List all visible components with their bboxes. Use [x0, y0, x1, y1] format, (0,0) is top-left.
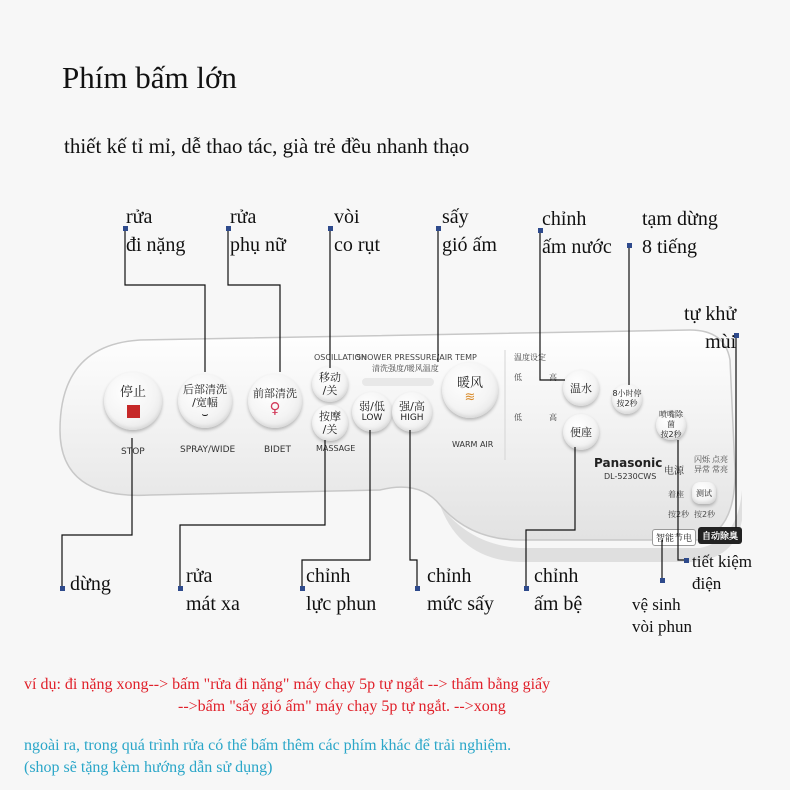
shower-pressure-caption: SHOWER PRESSURE/AIR TEMP — [356, 353, 477, 362]
water-temp-button[interactable] — [563, 370, 599, 406]
callout-warm-air: sấy gió ấm — [442, 206, 497, 256]
normal-label: 常亮 — [712, 465, 728, 474]
high-label-cn: 强/高 — [399, 400, 425, 413]
power-label: 电源 — [664, 466, 684, 477]
extra-note-line-2: (shop sẽ tặng kèm hướng dẫn sử dụng) — [24, 759, 273, 776]
marker-square — [328, 226, 333, 231]
water-temp-label: 温水 — [570, 381, 592, 395]
level-indicator — [362, 378, 434, 386]
spray-icon: ⌣ — [201, 407, 209, 421]
stop-button-label: 停止 — [119, 384, 146, 400]
warm-air-button[interactable] — [442, 362, 498, 418]
callout-massage: rửa mát xa — [186, 565, 240, 615]
spray-wide-button[interactable] — [178, 374, 232, 428]
marker-square — [300, 586, 305, 591]
massage-label-2: /关 — [322, 423, 338, 436]
water-high-label: 高 — [549, 373, 557, 382]
spray-wide-caption: SPRAY/WIDE — [180, 445, 236, 455]
example-note-line-1: ví dụ: đi nặng xong--> bấm "rửa đi nặng" máy chạy 5p tự ngắt --> thấm bằng giấy — [24, 676, 551, 693]
example-note-line-2: -->bấm "sấy gió ấm" máy chạy 5p tự ngắt. -->xong — [178, 698, 506, 715]
stop-button[interactable] — [104, 372, 162, 430]
massage-button[interactable] — [312, 405, 348, 441]
callout-rinse-rear: rửa đi nặng — [126, 206, 186, 256]
oscillation-button[interactable] — [312, 366, 348, 402]
nozzle-clean-button[interactable] — [656, 410, 686, 440]
water-low-label: 低 — [514, 373, 522, 382]
low-label-cn: 弱/低 — [359, 400, 385, 413]
lit-label: 点亮 — [712, 455, 728, 464]
pause-label-2: 按2秒 — [616, 399, 638, 408]
stop-square-icon — [127, 405, 140, 418]
marker-square — [60, 586, 65, 591]
bidet-label: 前部清洗 — [253, 386, 297, 400]
marker-square — [684, 558, 689, 563]
temp-setting-label: 温度设定 — [514, 353, 546, 362]
seat-sensor-label: 着座 — [668, 490, 684, 499]
stop-caption: STOP — [121, 447, 145, 457]
pause-label-1: 8小时停 — [612, 389, 642, 398]
bidet-caption: BIDET — [264, 445, 291, 455]
oscillation-label-1: 移动 — [319, 371, 341, 384]
extra-note-line-1: ngoài ra, trong quá trình rửa có thể bấm thêm các phím khác để trải nghiệm. — [24, 737, 512, 754]
marker-square — [524, 586, 529, 591]
callout-eco: tiết kiệm điện — [692, 552, 752, 593]
callout-nozzle-clean: vệ sinh vòi phun — [632, 595, 692, 636]
marker-square — [178, 586, 183, 591]
marker-square — [660, 578, 665, 583]
marker-square — [415, 586, 420, 591]
low-label-en: LOW — [361, 413, 383, 423]
marker-square — [627, 243, 632, 248]
warm-air-label: 暖风 — [456, 375, 483, 391]
shower-pressure-cn: 清洗强度/暖风温度 — [372, 364, 439, 373]
brand-logo: Panasonic — [594, 456, 663, 470]
warm-air-caption: WARM AIR — [452, 440, 494, 449]
page-title: Phím bấm lớn — [62, 60, 237, 95]
callout-dryer-level: chỉnh mức sấy — [427, 565, 494, 615]
flash-label: 闪烁 — [694, 455, 710, 464]
test-hold-label: 按2秒 — [694, 510, 716, 519]
callout-rinse-front: rửa phụ nữ — [230, 206, 286, 256]
callout-pause: tạm dừng 8 tiếng — [642, 208, 718, 258]
seat-hold-label: 按2秒 — [668, 510, 690, 519]
woman-icon: ♀ — [269, 398, 281, 417]
callout-deodorize: tự khử mùi — [684, 303, 737, 353]
callout-pressure: chỉnh lực phun — [306, 565, 377, 615]
low-button[interactable] — [352, 392, 392, 432]
nozzle-clean-label-2: 按2秒 — [660, 430, 682, 439]
seat-high-label: 高 — [549, 413, 557, 422]
seat-temp-label: 便座 — [570, 425, 592, 439]
callout-stop: dừng — [70, 573, 111, 595]
oscillation-caption: OSCILLATION — [314, 353, 367, 362]
model-number: DL-5230CWS — [604, 472, 657, 481]
high-button[interactable] — [392, 392, 432, 432]
deodorize-badge[interactable]: 自动除臭 — [698, 527, 742, 544]
seat-temp-button[interactable] — [563, 414, 599, 450]
marker-square — [436, 226, 441, 231]
callout-seat-temp: chỉnh ấm bệ — [534, 565, 583, 615]
seat-low-label: 低 — [514, 413, 522, 422]
spray-label-1: 后部清洗 — [183, 382, 227, 396]
massage-label-1: 按摩 — [319, 410, 341, 423]
pause-8h-button[interactable] — [612, 384, 642, 414]
eco-badge[interactable]: 智能节电 — [652, 529, 696, 546]
callout-water-temp: chỉnh ấm nước — [542, 208, 612, 258]
nozzle-clean-label-1: 喷嘴除菌 — [659, 410, 683, 429]
anomaly-label: 异常 — [694, 465, 710, 474]
test-label: 测试 — [696, 488, 712, 498]
high-label-en: HIGH — [400, 413, 424, 423]
warm-air-icon: ≋ — [464, 389, 476, 405]
test-button[interactable] — [692, 482, 716, 504]
oscillation-label-2: /关 — [322, 384, 338, 397]
page-subtitle: thiết kế tỉ mỉ, dễ thao tác, già trẻ đều nhanh thạo — [64, 134, 470, 158]
callout-nozzle-retract: vòi co rụt — [334, 206, 381, 256]
massage-caption: MASSAGE — [316, 444, 356, 453]
bidet-button[interactable] — [248, 374, 302, 428]
spray-label-2: /宽幅 — [192, 395, 218, 409]
